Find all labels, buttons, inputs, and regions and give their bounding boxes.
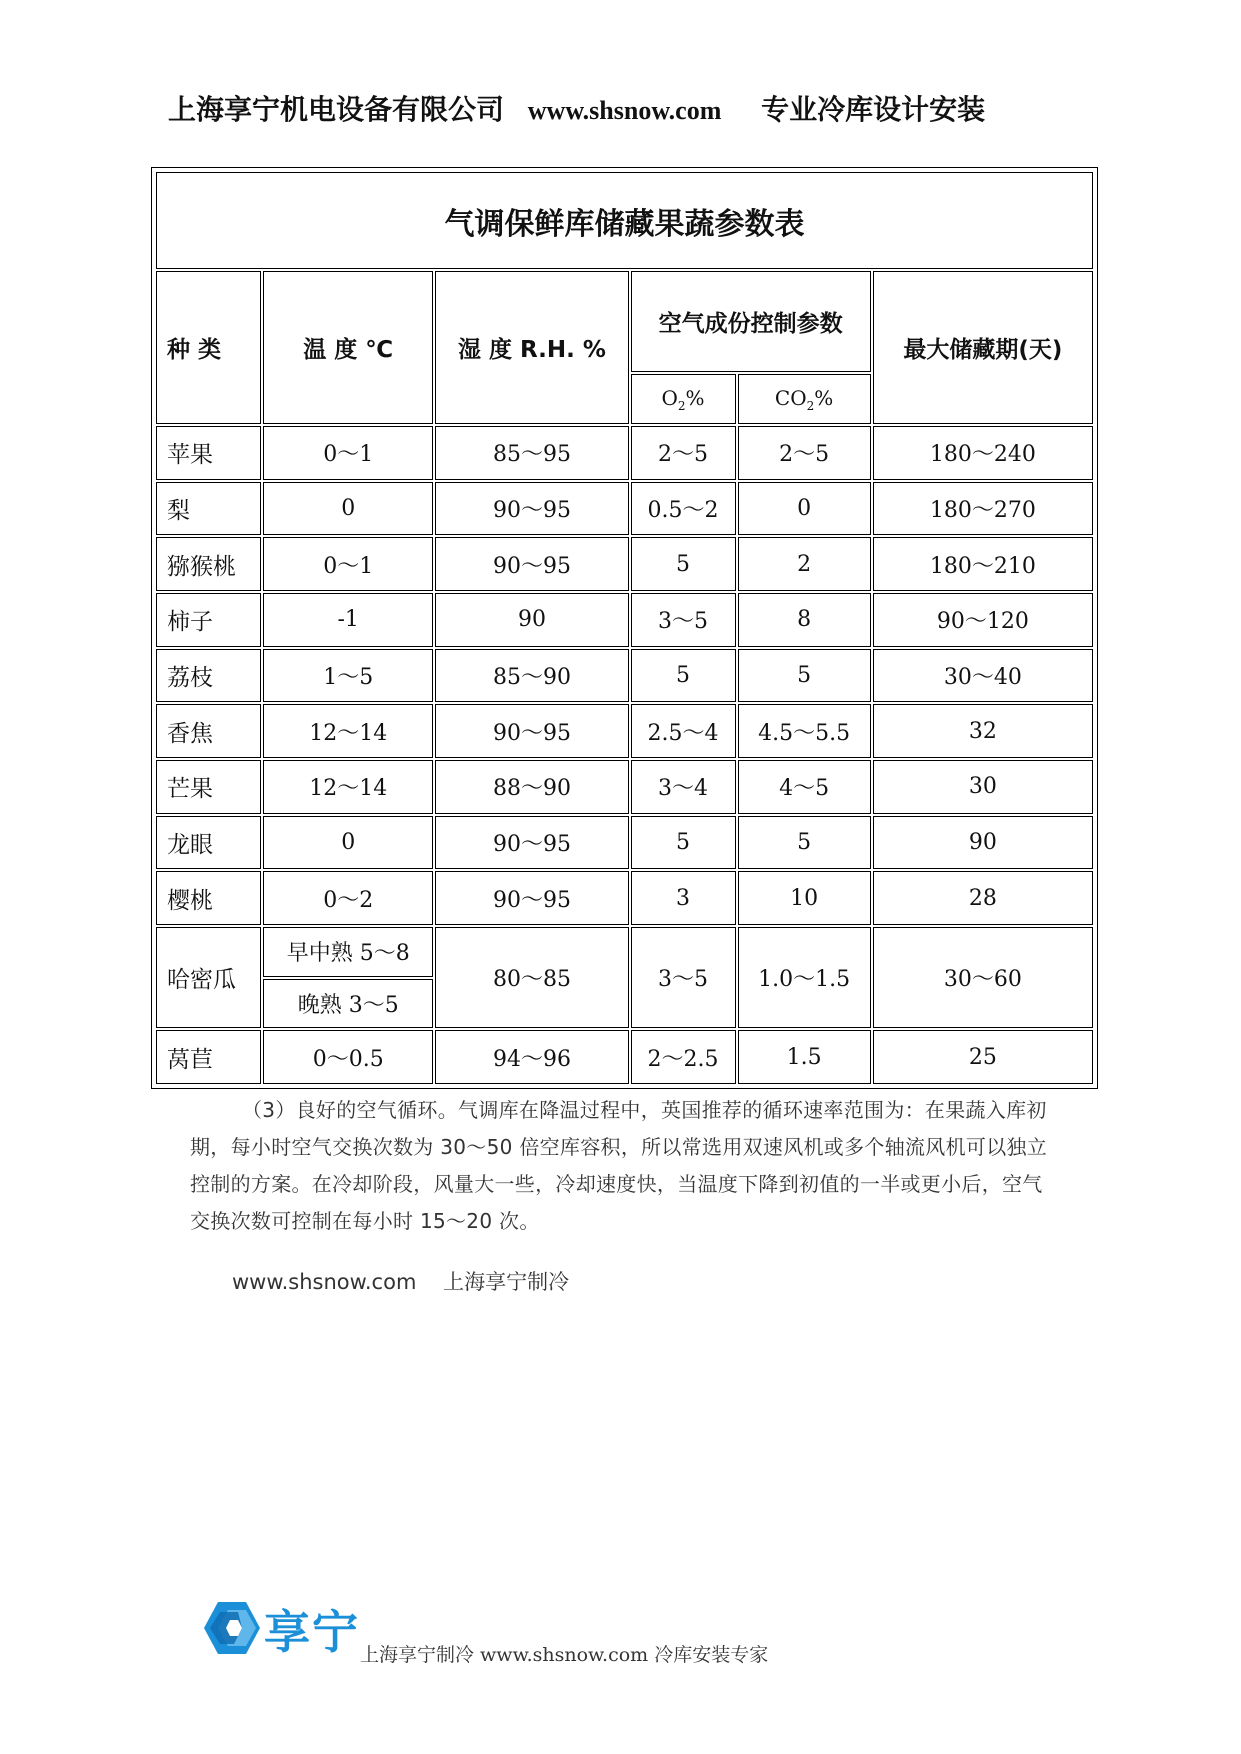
row-o2: 5 bbox=[631, 816, 736, 870]
body-paragraph: （3）良好的空气循环。气调库在降温过程中，英国推荐的循环速率范围为：在果蔬入库初期，每小时空气交换次数为 30～50 倍空库容积，所以常选用双速风机或多个轴流风机可以独立控制的方案。在冷却阶段，风量大一些，冷却速度快，当温度下降到初值的一半或更小后，空气交换次数可控制在每小时 15～20 次。 bbox=[190, 1098, 1048, 1233]
row-o2: 2～5 bbox=[631, 426, 736, 480]
header-humidity: 湿 度 R.H. % bbox=[435, 271, 628, 424]
parameter-table-frame bbox=[151, 167, 1098, 1089]
row-co2: 4.5～5.5 bbox=[738, 704, 871, 758]
row-co2: 5 bbox=[738, 816, 871, 870]
row-days: 30 bbox=[873, 760, 1093, 814]
table-row bbox=[156, 482, 1093, 536]
table-row bbox=[156, 593, 1093, 647]
row-name: 柿子 bbox=[156, 593, 261, 647]
row-co2: 8 bbox=[738, 593, 871, 647]
table-row bbox=[156, 760, 1093, 814]
row-days: 28 bbox=[873, 871, 1093, 925]
row-name: 哈密瓜 bbox=[156, 927, 261, 1028]
header-air-control: 空气成份控制参数 bbox=[631, 271, 871, 372]
row-o2: 0.5～2 bbox=[631, 482, 736, 536]
row-name: 荔枝 bbox=[156, 649, 261, 703]
table-row-melon bbox=[156, 927, 1093, 977]
row-o2: 2.5～4 bbox=[631, 704, 736, 758]
row-temp-late: 晚熟 3～5 bbox=[263, 979, 433, 1029]
row-o2: 3～5 bbox=[631, 927, 736, 1028]
row-co2: 2～5 bbox=[738, 426, 871, 480]
row-temp: 0～1 bbox=[263, 426, 433, 480]
row-humidity: 85～95 bbox=[435, 426, 628, 480]
row-humidity: 80～85 bbox=[435, 927, 628, 1028]
logo-text: 享宁 bbox=[264, 1605, 360, 1659]
row-humidity: 90 bbox=[435, 593, 628, 647]
row-humidity: 94～96 bbox=[435, 1030, 628, 1084]
source-line bbox=[232, 1266, 569, 1296]
table-row bbox=[156, 871, 1093, 925]
table-row bbox=[156, 426, 1093, 480]
row-days: 25 bbox=[873, 1030, 1093, 1084]
row-humidity: 88～90 bbox=[435, 760, 628, 814]
row-days: 180～210 bbox=[873, 537, 1093, 591]
row-o2: 2～2.5 bbox=[631, 1030, 736, 1084]
row-humidity: 90～95 bbox=[435, 537, 628, 591]
table-row bbox=[156, 537, 1093, 591]
header-o2: $O_2\%$ bbox=[631, 374, 736, 424]
parameter-table bbox=[154, 170, 1095, 1086]
row-temp: 0～2 bbox=[263, 871, 433, 925]
table-row bbox=[156, 649, 1093, 703]
row-temp-early: 早中熟 5～8 bbox=[263, 927, 433, 977]
row-name: 樱桃 bbox=[156, 871, 261, 925]
row-o2: 3～5 bbox=[631, 593, 736, 647]
row-o2: 3 bbox=[631, 871, 736, 925]
row-days: 30～60 bbox=[873, 927, 1093, 1028]
table-row bbox=[156, 704, 1093, 758]
header-co2: $CO_2\%$ bbox=[738, 374, 871, 424]
row-days: 90 bbox=[873, 816, 1093, 870]
row-days: 30～40 bbox=[873, 649, 1093, 703]
row-days: 32 bbox=[873, 704, 1093, 758]
row-temp: 0 bbox=[263, 816, 433, 870]
row-name: 香焦 bbox=[156, 704, 261, 758]
source-name: 上海享宁制冷 bbox=[443, 1270, 570, 1294]
row-co2: 0 bbox=[738, 482, 871, 536]
row-name: 莴苣 bbox=[156, 1030, 261, 1084]
header-temperature: 温 度 ℃ bbox=[263, 271, 433, 424]
header-website: www.shsnow.com bbox=[527, 96, 722, 125]
row-temp: 0 bbox=[263, 482, 433, 536]
row-o2: 5 bbox=[631, 537, 736, 591]
row-name: 梨 bbox=[156, 482, 261, 536]
row-temp: 12～14 bbox=[263, 704, 433, 758]
row-temp: 0～0.5 bbox=[263, 1030, 433, 1084]
row-humidity: 90～95 bbox=[435, 704, 628, 758]
row-co2: 10 bbox=[738, 871, 871, 925]
table-row bbox=[156, 1030, 1093, 1084]
source-url: www.shsnow.com bbox=[232, 1270, 417, 1294]
row-humidity: 90～95 bbox=[435, 816, 628, 870]
row-days: 180～270 bbox=[873, 482, 1093, 536]
row-name: 猕猴桃 bbox=[156, 537, 261, 591]
row-name: 苹果 bbox=[156, 426, 261, 480]
row-days: 180～240 bbox=[873, 426, 1093, 480]
header-type: 种 类 bbox=[156, 271, 261, 424]
row-name: 龙眼 bbox=[156, 816, 261, 870]
company-name: 上海享宁机电设备有限公司 bbox=[168, 93, 505, 126]
row-co2: 1.5 bbox=[738, 1030, 871, 1084]
footer-line: 上海享宁制冷 www.shsnow.com 冷库安装专家 bbox=[360, 1644, 769, 1666]
row-temp: -1 bbox=[263, 593, 433, 647]
header-max-storage: 最大储藏期(天) bbox=[873, 271, 1093, 424]
header-slogan: 专业冷库设计安装 bbox=[761, 93, 986, 126]
row-temp: 0～1 bbox=[263, 537, 433, 591]
page-header bbox=[168, 88, 1088, 138]
row-days: 90～120 bbox=[873, 593, 1093, 647]
row-o2: 5 bbox=[631, 649, 736, 703]
row-co2: 1.0～1.5 bbox=[738, 927, 871, 1028]
row-temp: 12～14 bbox=[263, 760, 433, 814]
row-co2: 5 bbox=[738, 649, 871, 703]
row-o2: 3～4 bbox=[631, 760, 736, 814]
row-co2: 4～5 bbox=[738, 760, 871, 814]
row-humidity: 90～95 bbox=[435, 871, 628, 925]
row-co2: 2 bbox=[738, 537, 871, 591]
row-temp: 1～5 bbox=[263, 649, 433, 703]
row-name: 芒果 bbox=[156, 760, 261, 814]
row-humidity: 85～90 bbox=[435, 649, 628, 703]
row-humidity: 90～95 bbox=[435, 482, 628, 536]
table-title: 气调保鲜库储藏果蔬参数表 bbox=[156, 172, 1093, 269]
table-row bbox=[156, 816, 1093, 870]
